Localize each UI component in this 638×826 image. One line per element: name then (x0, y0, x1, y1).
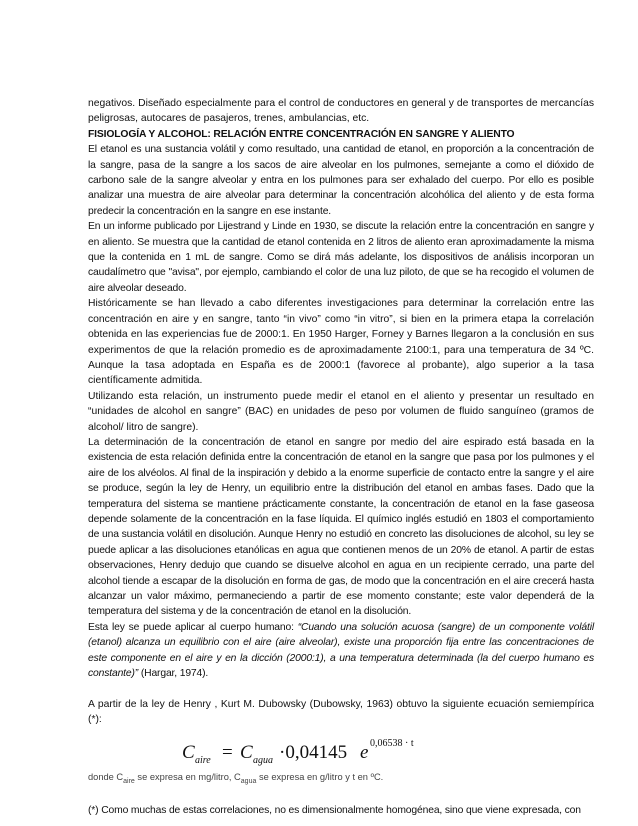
coefficient: ·0,04145 (279, 741, 348, 763)
paragraph-cuerpo-humano (88, 620, 594, 682)
legend-sub-agua: agua (240, 777, 257, 785)
paragraph-lijestrand-linde: En un informe publicado por Lijestrand y Linde en 1930, se discute la relación entre la concentración en sangre y en aliento. Se muestra que la cantidad de etanol contenida en 2 litros de aliento eran aproximadamente la misma que la contenida en 1 mL de sangre. Como se dirá más adelante, los dispositivos de análisis incorporan un caudalímetro que "avisa", por ejemplo, cambiando el color de una luz piloto, de que se ha recogido el volumen de aire alveolar deseado. (88, 221, 594, 294)
formula-legend (88, 770, 594, 789)
legend-post: se expresa en g/litro y t en ºC. (256, 771, 384, 782)
blank-line (88, 681, 594, 696)
lhs-symbol: C (182, 741, 195, 763)
paragraph-ley-henry: La determinación de la concentración de etanol en sangre por medio del aire espirado está basada en la existencia de esta relación definida entre la concentración de etanol en la sangre que pasa por los pulmones y el aire de los alvéolos. Al final de la inspiración y debido a la enorme superficie de contacto entre la sangre y el aire se produce, según la ley de Henry, un equilibrio entre la distribución del etanol en ambas fases. Dado que la temperatura del sistema se mantiene prácticamente constante, la concentración de etanol en la fase gaseosa depende solamente de la concentración en la fase líquida. El químico inglés estudió en 1803 el comportamiento de una sustancia volátil en disolución. Aunque Henry no estudió en concreto las disoluciones de alcohol, su ley se puede aplicar a las disoluciones etanólicas en agua que contienen menos de un 20% de etanol. A partir de estas observaciones, Henry dedujo que cuando se disuelve alcohol en agua en un recipiente cerrado, una parte del alcohol tiende a escapar de la disolución en forma de gas, de modo que la concentración en el aire crecerá hasta alcanzar un valor máximo, permaneciendo a partir de ese momento constante; este valor dependerá de la temperatura del sistema y de la concentración de etanol en la disolución. (88, 436, 594, 618)
paragraph-historicamente: Históricamente se han llevado a cabo diferentes investigaciones para determinar la correlación entre las concentración en aire y en sangre, tanto “in vivo” como “in vitro”, si bien en la primera etapa la correlación obtenida en las experiencias fue de 2000:1. En 1950 Harger, Forney y Barnes llegaron a la conclusión en sus experimentos de que la relación promedio es de aproximadamente 2100:1, para una temperatura de 34 ºC. Aunque la tasa adoptada en España es de 2000:1 (favorece al probante), algo superior a la tasa científicamente admitida. (88, 298, 594, 387)
rhs-symbol: C (240, 741, 253, 763)
lhs-subscript: aire (195, 754, 211, 766)
henry-quote: “Cuando una solución acuosa (sangre) de un componente volátil (etanol) alcanza un equilibrio con el aire (aire alveolar), existe una proporción fija entre las concentraciones de este componente en el aire y en la dicción (2000:1), a una temperatura determinada (la del cuerpo humano es constante)” (88, 621, 594, 680)
document-page (88, 96, 594, 818)
legend-sub-aire: aire (123, 777, 135, 785)
exp-base: e (360, 741, 369, 763)
intro-text: Esta ley se puede aplicar al cuerpo humano: (88, 621, 298, 633)
paragraph-bac-units: Utilizando esta relación, un instrumento puede medir el etanol en el aliento y presentar un resultado en “unidades de alcohol en sangre” (BAC) en unidades de peso por volumen de fluido sanguíneo (gramos de alcohol/ litro de sangre). (88, 390, 594, 433)
equation-image (88, 730, 594, 770)
section-heading: FISIOLOGÍA Y ALCOHOL: RELACIÓN ENTRE CONCENTRACIÓN EN SANGRE Y ALIENTO (88, 128, 515, 140)
paragraph-etanol-volatil: El etanol es una sustancia volátil y como resultado, una cantidad de etanol, en proporción a la concentración de la sangre, pasa de la sangre a los sacos de aire alveolar en los pulmones, semejante a como el dióxido de carbono sale de la sangre alveolar y entra en los pulmones para ser exhalado del cuerpo. Por ello es posible analizar una muestra de aire alveolar para determinar la concentración alcohólica del aliento y de esta forma predecir la concentración en la sangre en ese instante. (88, 144, 594, 217)
paragraph-dubowsky: A partir de la ley de Henry , Kurt M. Dubowsky (Dubowsky, 1963) obtuvo la siguiente ecuación semiempírica (*): (88, 698, 594, 726)
legend-pre: donde C (88, 771, 124, 782)
exponent: 0,06538 · t (370, 737, 414, 749)
citation: (Hargar, 1974). (138, 668, 209, 680)
rhs-subscript: agua (253, 754, 273, 766)
equation (182, 734, 482, 770)
legend-mid: se expresa en mg/litro, C (134, 771, 241, 782)
paragraph-continuation: negativos. Diseñado especialmente para el control de conductores en general y de transportes de mercancías peligrosas, autocares de pasajeros, trenes, ambulancias, etc. (88, 98, 594, 125)
equals-sign: = (222, 741, 233, 763)
footnote-paragraph: (*) Como muchas de estas correlaciones, no es dimensionalmente homogénea, sino que viene expresada, con (88, 804, 581, 816)
